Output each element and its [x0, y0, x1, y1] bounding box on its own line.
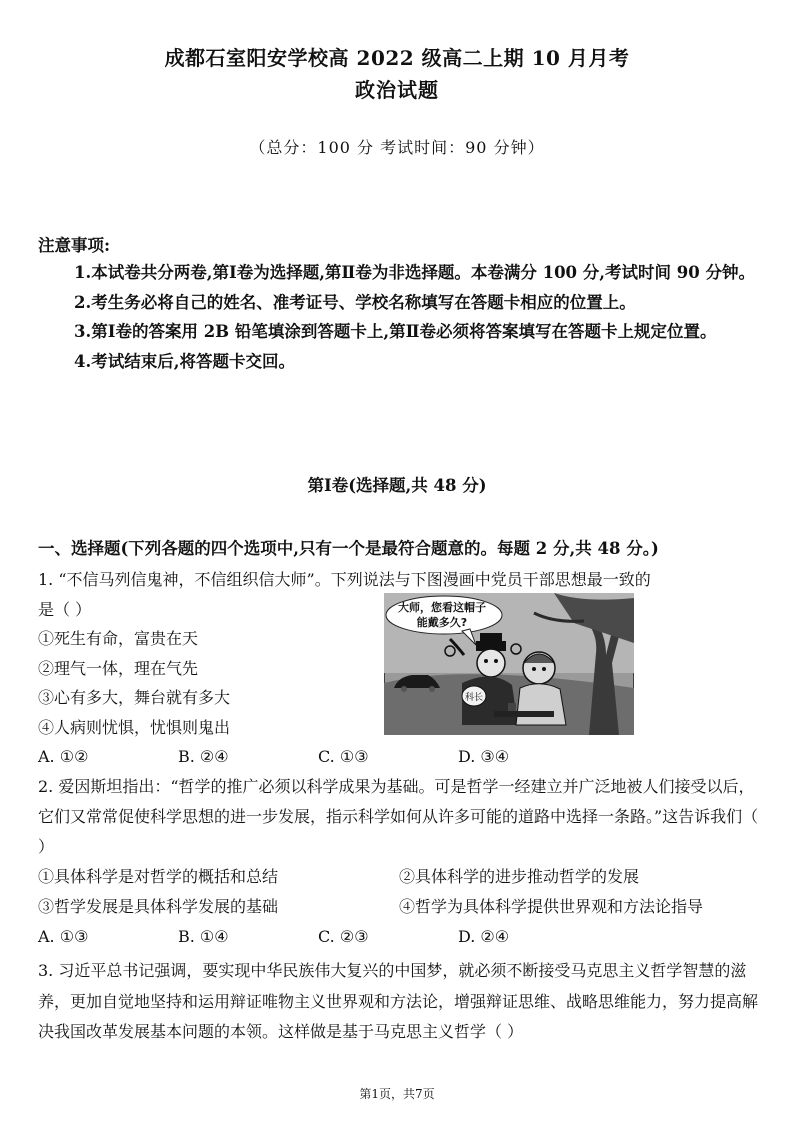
q1-choices — [38, 742, 758, 772]
question-2 — [38, 772, 760, 952]
part-title: 一、选择题(下列各题的四个选项中,只有一个是最符合题意的。每题 2 分,共 48 分。) — [38, 539, 659, 558]
notes-list — [38, 258, 760, 376]
q1-option: ①死生有命，富贵在天 — [38, 629, 199, 648]
q3-stem: 3. 习近平总书记强调，要实现中华民族伟大复兴的中国梦，就必须不断接受马克思主义哲学智慧的滋养，更加自觉地坚持和运用辩证唯物主义世界观和方法论，增强辩证思维、战略思维能力，努力提高解决我国改革发展基本问题的本领。这样做是基于马克思主义哲学（ ） — [38, 961, 759, 1041]
notes-title: 注意事项: — [38, 236, 111, 255]
note-item: 3.第Ⅰ卷的答案用 2B 铅笔填涂到答题卡上,第Ⅱ卷必须将答案填写在答题卡上规定位置。 — [74, 322, 717, 341]
q2-stem: 2. 爱因斯坦指出：“哲学的推广必须以科学成果为基础。可是哲学一经建立并广泛地被人们接受以后，它们又常常促使科学思想的进一步发展，指示科学如何从许多可能的道路中选择一条路。”这告诉我们（ ） — [38, 777, 759, 856]
note-item: 2.考生务必将自己的姓名、准考证号、学校名称填写在答题卡相应的位置上。 — [74, 292, 636, 312]
q1-option: ④人病则忧惧，忧惧则鬼出 — [38, 717, 231, 737]
q1-choice-c: C. ①③ — [318, 747, 369, 766]
score-time-line: （总分：100 分 考试时间：90 分钟） — [249, 138, 545, 157]
q2-options-row — [38, 862, 760, 892]
q2-choice-c: C. ②③ — [318, 927, 369, 946]
cartoon-caption: 大师，您看这帽子 — [398, 601, 486, 614]
note-item: 1.本试卷共分两卷,第Ⅰ卷为选择题,第Ⅱ卷为非选择题。本卷满分 100 分,考试时间 90 分钟。 — [74, 263, 755, 282]
q1-option: ②理气一体，理在气先 — [38, 658, 199, 678]
q2-option: ②具体科学的进步推动哲学的发展 — [399, 867, 640, 886]
q2-choices — [38, 922, 760, 952]
cartoon-caption: 能戴多久? — [416, 616, 468, 629]
q2-option: ④哲学为具体科学提供世界观和方法论指导 — [399, 897, 704, 916]
q1-choice-a: A. ①② — [38, 747, 89, 766]
page-footer: 第1页，共7页 — [359, 1087, 435, 1101]
q2-options-row — [38, 892, 760, 922]
cartoon-badge: 科长 — [464, 693, 484, 703]
q2-option: ①具体科学是对哲学的概括和总结 — [38, 867, 279, 886]
q1-stem-line2: 是（ ） — [38, 599, 92, 619]
question-3 — [38, 956, 760, 1048]
q1-stem-line1: 1. “不信马列信鬼神，不信组织信大师”。下列说法与下图漫画中党员干部思想最一致的 — [38, 570, 651, 589]
q2-choice-a: A. ①③ — [38, 927, 89, 946]
q1-choice-d: D. ③④ — [458, 747, 510, 766]
q1-choice-b: B. ②④ — [178, 747, 229, 766]
exam-subject: 政治试题 — [355, 78, 439, 102]
section-heading: 第Ⅰ卷(选择题,共 48 分) — [307, 476, 487, 495]
q2-option: ③哲学发展是具体科学发展的基础 — [38, 897, 279, 916]
q1-cartoon-image — [384, 593, 634, 735]
exam-title: 成都石室阳安学校高 2022 级高二上期 10 月月考 — [164, 46, 630, 70]
q2-choice-b: B. ①④ — [178, 927, 229, 946]
q1-option: ③心有多大，舞台就有多大 — [38, 688, 231, 707]
q2-choice-d: D. ②④ — [458, 927, 510, 946]
note-item: 4.考试结束后,将答题卡交回。 — [74, 351, 295, 371]
